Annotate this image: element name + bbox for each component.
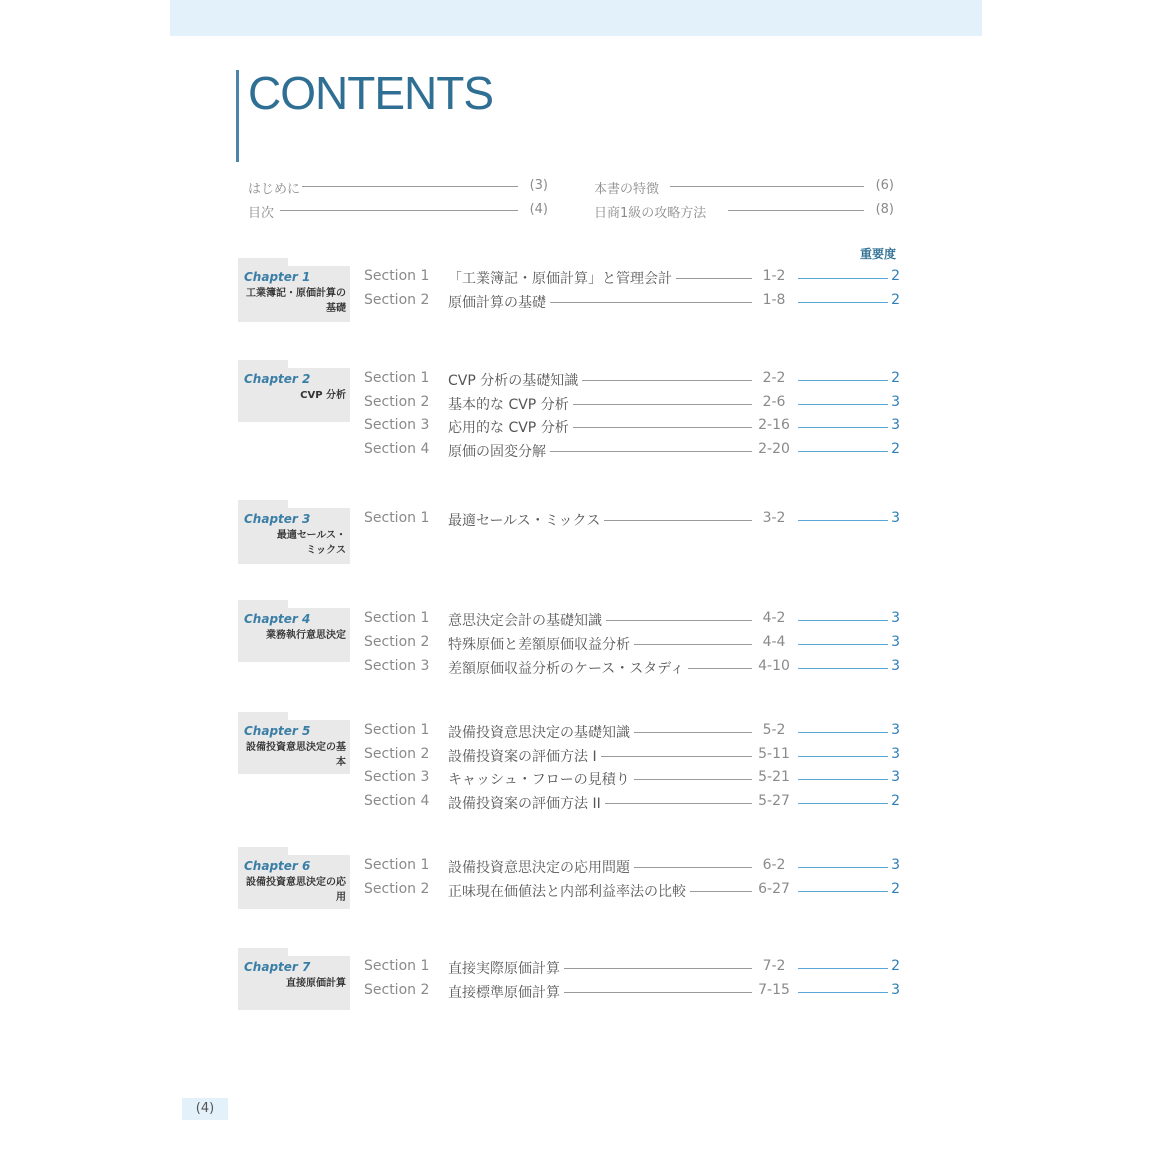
section-label: Section 3 [364, 769, 430, 785]
importance-line [798, 404, 888, 405]
chapter-tab[interactable] [238, 608, 350, 662]
section-row[interactable] [364, 394, 900, 416]
section-row[interactable] [364, 982, 900, 1004]
section-page: 5-21 [758, 769, 790, 785]
chapter-number: Chapter 1 [244, 270, 311, 284]
section-label: Section 2 [364, 881, 430, 897]
section-row[interactable] [364, 610, 900, 632]
importance-value: 2 [891, 370, 900, 386]
section-title: 差額原価収益分析のケース・スタディ [448, 658, 688, 678]
chapter-number: Chapter 6 [244, 859, 311, 873]
chapter-number: Chapter 4 [244, 612, 311, 626]
chapter-title: 直接原価計算 [286, 978, 346, 989]
front-matter-label: はじめに [248, 182, 301, 197]
section-row[interactable] [364, 634, 900, 656]
section-label: Section 1 [364, 857, 430, 873]
section-page: 5-27 [758, 793, 790, 809]
chapter-number: Chapter 2 [244, 372, 311, 386]
section-page: 2-16 [758, 417, 790, 433]
section-row[interactable] [364, 417, 900, 439]
front-matter-item[interactable] [594, 178, 894, 197]
section-row[interactable] [364, 441, 900, 463]
chapter-tab[interactable] [238, 720, 350, 774]
section-row[interactable] [364, 292, 900, 314]
section-title: CVP 分析の基礎知識 [448, 370, 582, 390]
importance-value: 3 [891, 982, 900, 998]
front-matter-page: (4) [529, 202, 548, 217]
section-label: Section 1 [364, 958, 430, 974]
importance-line [798, 644, 888, 645]
section-title: 特殊原価と差額原価収益分析 [448, 634, 634, 654]
importance-line [798, 968, 888, 969]
importance-value: 3 [891, 634, 900, 650]
section-page: 5-11 [758, 746, 790, 762]
section-row[interactable] [364, 746, 900, 768]
section-page: 3-2 [762, 510, 786, 526]
section-label: Section 2 [364, 634, 430, 650]
section-label: Section 2 [364, 292, 430, 308]
section-row[interactable] [364, 769, 900, 791]
section-title: 意思決定会計の基礎知識 [448, 610, 606, 630]
section-label: Section 1 [364, 610, 430, 626]
section-row[interactable] [364, 857, 900, 879]
importance-value: 2 [891, 793, 900, 809]
section-title: 応用的な CVP 分析 [448, 417, 573, 437]
section-title: 原価計算の基礎 [448, 292, 550, 312]
chapter-number: Chapter 5 [244, 724, 311, 738]
importance-line [798, 756, 888, 757]
section-page: 1-8 [762, 292, 786, 308]
importance-line [798, 732, 888, 733]
section-label: Section 1 [364, 510, 430, 526]
section-title: キャッシュ・フローの見積り [448, 769, 634, 789]
importance-value: 3 [891, 394, 900, 410]
importance-value: 2 [891, 268, 900, 284]
importance-header: 重要度 [860, 247, 897, 261]
leader-line [670, 186, 864, 187]
importance-line [798, 451, 888, 452]
chapter-title: 設備投資意思決定の応用 [246, 877, 346, 903]
section-title: 「工業簿記・原価計算」と管理会計 [448, 268, 676, 288]
section-page: 4-2 [762, 610, 786, 626]
section-label: Section 2 [364, 746, 430, 762]
importance-line [798, 891, 888, 892]
section-row[interactable] [364, 722, 900, 744]
section-row[interactable] [364, 370, 900, 392]
chapter-tab[interactable] [238, 368, 350, 422]
title-accent-bar [236, 70, 239, 162]
section-title: 正味現在価値法と内部利益率法の比較 [448, 881, 690, 901]
section-page: 7-2 [762, 958, 786, 974]
section-label: Section 1 [364, 268, 430, 284]
section-label: Section 2 [364, 982, 430, 998]
section-title: 直接実際原価計算 [448, 958, 564, 978]
chapter-tab[interactable] [238, 266, 350, 322]
section-title: 直接標準原価計算 [448, 982, 564, 1002]
importance-line [798, 620, 888, 621]
front-matter-page: (3) [529, 178, 548, 193]
page-title: CONTENTS [248, 67, 493, 119]
section-title: 設備投資案の評価方法 I [448, 746, 601, 766]
section-title: 設備投資案の評価方法 II [448, 793, 605, 813]
importance-line [798, 302, 888, 303]
importance-line [798, 427, 888, 428]
importance-line [798, 520, 888, 521]
leader-line [302, 186, 518, 187]
section-page: 6-27 [758, 881, 790, 897]
importance-value: 2 [891, 292, 900, 308]
front-matter-item[interactable] [248, 178, 548, 197]
section-row[interactable] [364, 958, 900, 980]
section-title: 最適セールス・ミックス [448, 510, 604, 530]
section-label: Section 4 [364, 441, 430, 457]
importance-line [798, 779, 888, 780]
header-band [170, 0, 982, 36]
front-matter-label: 本書の特徴 [594, 182, 660, 197]
section-row[interactable] [364, 510, 900, 532]
section-label: Section 1 [364, 722, 430, 738]
section-page: 4-10 [758, 658, 790, 674]
chapter-title: 設備投資意思決定の基本 [246, 742, 346, 768]
front-matter-item[interactable] [248, 202, 548, 221]
leader-line [280, 210, 518, 211]
importance-value: 3 [891, 658, 900, 674]
importance-value: 3 [891, 722, 900, 738]
importance-line [798, 803, 888, 804]
section-title: 設備投資意思決定の基礎知識 [448, 722, 634, 742]
importance-value: 2 [891, 441, 900, 457]
importance-line [798, 867, 888, 868]
section-row[interactable] [364, 268, 900, 290]
importance-line [798, 668, 888, 669]
importance-value: 3 [891, 746, 900, 762]
section-label: Section 3 [364, 417, 430, 433]
importance-value: 2 [891, 881, 900, 897]
section-page: 2-20 [758, 441, 790, 457]
importance-line [798, 380, 888, 381]
chapter-title: CVP 分析 [300, 390, 346, 401]
front-matter-label: 日商1級の攻略方法 [594, 206, 707, 221]
section-page: 5-2 [762, 722, 786, 738]
importance-value: 3 [891, 510, 900, 526]
section-row[interactable] [364, 658, 900, 680]
section-row[interactable] [364, 881, 900, 903]
section-page: 6-2 [762, 857, 786, 873]
section-title: 基本的な CVP 分析 [448, 394, 573, 414]
section-title: 設備投資意思決定の応用問題 [448, 857, 634, 877]
section-label: Section 4 [364, 793, 430, 809]
importance-value: 3 [891, 857, 900, 873]
importance-value: 3 [891, 769, 900, 785]
chapter-title: 最適セールス・ミックス [276, 530, 346, 556]
importance-line [798, 278, 888, 279]
section-page: 4-4 [762, 634, 786, 650]
chapter-number: Chapter 7 [244, 960, 311, 974]
section-row[interactable] [364, 793, 900, 815]
front-matter-label: 目次 [248, 206, 275, 221]
importance-value: 2 [891, 958, 900, 974]
importance-value: 3 [891, 610, 900, 626]
chapter-title: 工業簿記・原価計算の基礎 [246, 288, 346, 314]
chapter-tab[interactable] [238, 508, 350, 564]
section-page: 2-6 [762, 394, 786, 410]
chapter-tab[interactable] [238, 956, 350, 1010]
section-page: 7-15 [758, 982, 790, 998]
page-number: (4) [182, 1098, 228, 1120]
front-matter-item[interactable] [594, 202, 894, 221]
front-matter-page: (6) [875, 178, 894, 193]
leader-line [728, 210, 864, 211]
section-title: 原価の固変分解 [448, 441, 550, 461]
section-page: 2-2 [762, 370, 786, 386]
chapter-number: Chapter 3 [244, 512, 311, 526]
chapter-tab[interactable] [238, 855, 350, 909]
section-page: 1-2 [762, 268, 786, 284]
section-label: Section 3 [364, 658, 430, 674]
front-matter-page: (8) [875, 202, 894, 217]
importance-line [798, 992, 888, 993]
importance-value: 3 [891, 417, 900, 433]
chapter-title: 業務執行意思決定 [266, 630, 346, 641]
section-label: Section 1 [364, 370, 430, 386]
section-label: Section 2 [364, 394, 430, 410]
